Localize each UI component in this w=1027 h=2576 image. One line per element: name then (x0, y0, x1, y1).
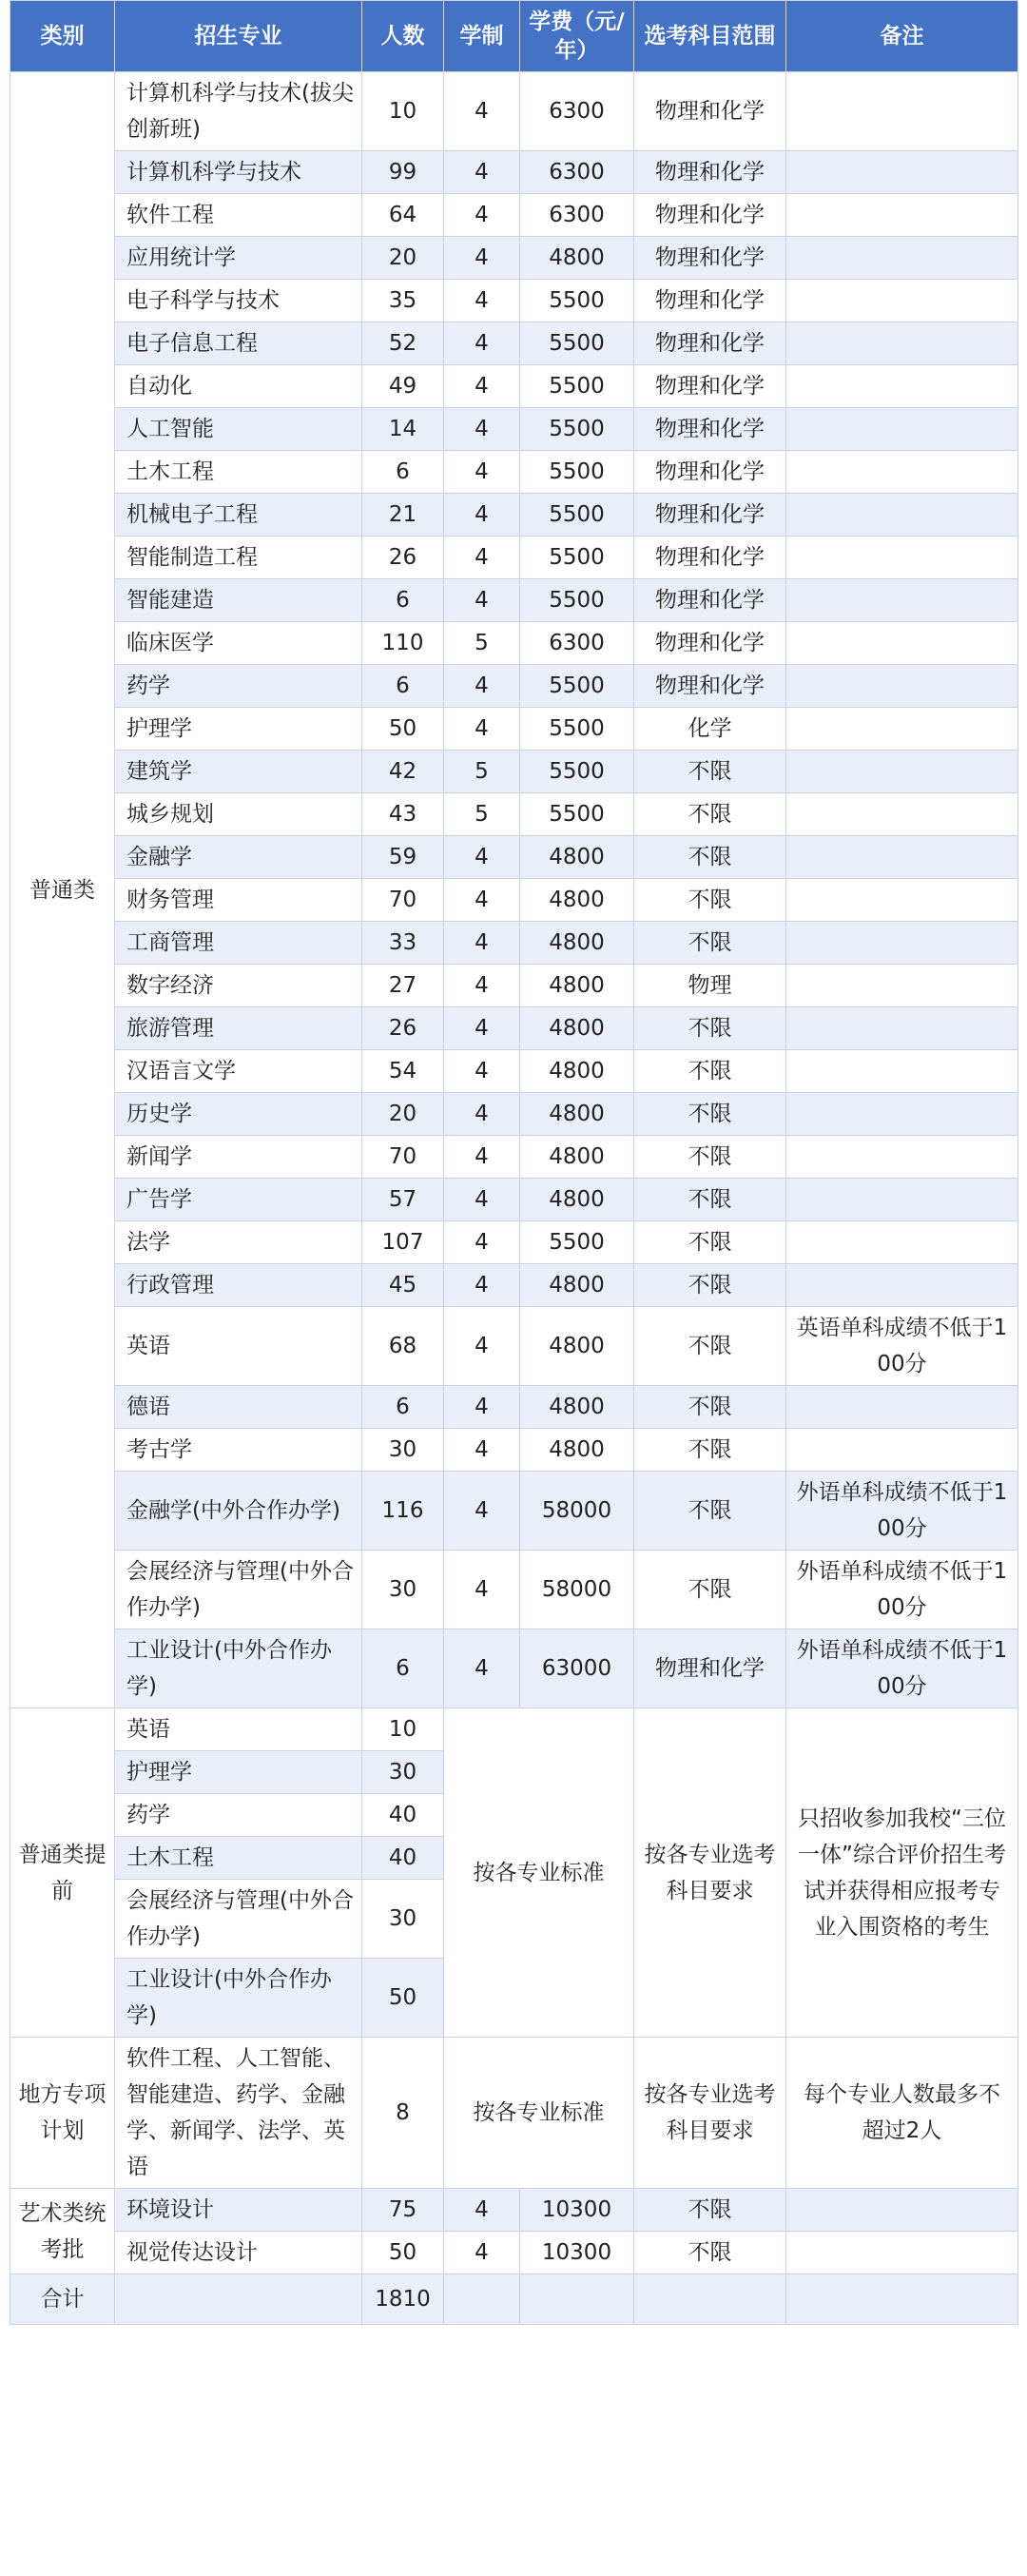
major-cell: 德语 (115, 1386, 362, 1429)
header-subjects: 选考科目范围 (634, 1, 786, 72)
tuition-cell: 5500 (520, 494, 634, 537)
major-cell: 金融学(中外合作办学) (115, 1472, 362, 1551)
remarks-cell (786, 665, 1018, 708)
subjects-cell: 物理和化学 (634, 280, 786, 322)
count-cell: 70 (362, 879, 444, 922)
tuition-cell: 5500 (520, 665, 634, 708)
count-cell: 40 (362, 1794, 444, 1837)
duration-cell: 5 (444, 793, 520, 836)
count-cell: 14 (362, 408, 444, 451)
fee-cell: 按各专业标准 (444, 2038, 634, 2189)
table-row (10, 1221, 1018, 1264)
duration-cell: 4 (444, 1007, 520, 1050)
count-cell: 64 (362, 194, 444, 237)
subjects-cell: 物理和化学 (634, 194, 786, 237)
major-cell: 土木工程 (115, 1837, 362, 1880)
major-cell: 历史学 (115, 1093, 362, 1136)
major-cell: 护理学 (115, 1751, 362, 1794)
subjects-cell: 物理和化学 (634, 151, 786, 194)
major-cell: 药学 (115, 1794, 362, 1837)
subjects-cell: 不限 (634, 2189, 786, 2232)
table-row (10, 922, 1018, 965)
subjects-cell: 物理和化学 (634, 665, 786, 708)
remarks-cell: 每个专业人数最多不超过2人 (786, 2038, 1018, 2189)
count-cell: 30 (362, 1551, 444, 1630)
table-row (10, 665, 1018, 708)
count-cell: 43 (362, 793, 444, 836)
duration-cell: 4 (444, 1630, 520, 1708)
table-row (10, 1093, 1018, 1136)
remarks-cell (786, 1093, 1018, 1136)
duration-cell: 4 (444, 922, 520, 965)
count-cell: 8 (362, 2038, 444, 2189)
tuition-cell: 10300 (520, 2189, 634, 2232)
header-remarks: 备注 (786, 1, 1018, 72)
major-cell: 城乡规划 (115, 793, 362, 836)
header-duration: 学制 (444, 1, 520, 72)
major-cell: 工业设计(中外合作办学) (115, 1959, 362, 2038)
remarks-cell (786, 451, 1018, 494)
fee-cell: 按各专业标准 (444, 1708, 634, 2038)
table-row (10, 1551, 1018, 1630)
major-cell: 新闻学 (115, 1136, 362, 1179)
major-cell: 环境设计 (115, 2189, 362, 2232)
total-empty-cell (444, 2274, 520, 2325)
tuition-cell: 6300 (520, 622, 634, 665)
count-cell: 59 (362, 836, 444, 879)
table-row (10, 1264, 1018, 1307)
tuition-cell: 5500 (520, 708, 634, 751)
major-cell: 广告学 (115, 1179, 362, 1221)
remarks-cell (786, 365, 1018, 408)
tuition-cell: 4800 (520, 879, 634, 922)
duration-cell: 4 (444, 537, 520, 579)
header-category: 类别 (10, 1, 115, 72)
table-row (10, 1136, 1018, 1179)
category-cell: 艺术类统考批 (10, 2189, 115, 2274)
duration-cell: 4 (444, 451, 520, 494)
count-cell: 6 (362, 579, 444, 622)
major-cell: 计算机科学与技术(拔尖创新班) (115, 72, 362, 151)
table-row (10, 1007, 1018, 1050)
remarks-cell (786, 494, 1018, 537)
count-cell: 6 (362, 665, 444, 708)
count-cell: 20 (362, 1093, 444, 1136)
tuition-cell: 5500 (520, 537, 634, 579)
subjects-cell: 不限 (634, 1307, 786, 1386)
major-cell: 智能制造工程 (115, 537, 362, 579)
major-cell: 英语 (115, 1307, 362, 1386)
duration-cell: 4 (444, 1179, 520, 1221)
table-row (10, 280, 1018, 322)
remarks-cell: 英语单科成绩不低于100分 (786, 1307, 1018, 1386)
remarks-cell (786, 2232, 1018, 2274)
subjects-cell: 不限 (634, 1551, 786, 1630)
table-row (10, 237, 1018, 280)
tuition-cell: 58000 (520, 1472, 634, 1551)
subjects-cell: 物理和化学 (634, 1630, 786, 1708)
major-cell: 会展经济与管理(中外合作办学) (115, 1880, 362, 1959)
count-cell: 49 (362, 365, 444, 408)
remarks-cell (786, 1429, 1018, 1472)
tuition-cell: 58000 (520, 1551, 634, 1630)
duration-cell: 4 (444, 1050, 520, 1093)
tuition-cell: 4800 (520, 1136, 634, 1179)
major-cell: 视觉传达设计 (115, 2232, 362, 2274)
major-cell: 自动化 (115, 365, 362, 408)
subjects-cell: 物理 (634, 965, 786, 1007)
major-cell: 行政管理 (115, 1264, 362, 1307)
tuition-cell: 4800 (520, 965, 634, 1007)
table-row (10, 1429, 1018, 1472)
tuition-cell: 6300 (520, 151, 634, 194)
duration-cell: 4 (444, 965, 520, 1007)
tuition-cell: 5500 (520, 793, 634, 836)
major-cell: 临床医学 (115, 622, 362, 665)
major-cell: 英语 (115, 1708, 362, 1751)
remarks-cell (786, 836, 1018, 879)
count-cell: 57 (362, 1179, 444, 1221)
duration-cell: 4 (444, 1307, 520, 1386)
remarks-cell (786, 1221, 1018, 1264)
subjects-cell: 不限 (634, 1429, 786, 1472)
tuition-cell: 4800 (520, 836, 634, 879)
major-cell: 会展经济与管理(中外合作办学) (115, 1551, 362, 1630)
remarks-cell (786, 922, 1018, 965)
subjects-cell: 不限 (634, 1472, 786, 1551)
subjects-cell: 化学 (634, 708, 786, 751)
duration-cell: 4 (444, 194, 520, 237)
subjects-cell: 不限 (634, 1007, 786, 1050)
remarks-cell (786, 1007, 1018, 1050)
category-cell: 普通类 (10, 72, 115, 1708)
tuition-cell: 5500 (520, 751, 634, 793)
tuition-cell: 4800 (520, 1429, 634, 1472)
subjects-cell: 物理和化学 (634, 408, 786, 451)
remarks-cell (786, 194, 1018, 237)
count-cell: 30 (362, 1880, 444, 1959)
count-cell: 26 (362, 537, 444, 579)
remarks-cell: 外语单科成绩不低于100分 (786, 1472, 1018, 1551)
major-cell: 法学 (115, 1221, 362, 1264)
subjects-cell: 不限 (634, 1136, 786, 1179)
total-empty-cell (520, 2274, 634, 2325)
table-row (10, 72, 1018, 151)
count-cell: 68 (362, 1307, 444, 1386)
subjects-cell: 不限 (634, 751, 786, 793)
table-row (10, 2232, 1018, 2274)
remarks-cell (786, 879, 1018, 922)
remarks-cell (786, 751, 1018, 793)
count-cell: 35 (362, 280, 444, 322)
duration-cell: 4 (444, 494, 520, 537)
total-label: 合计 (10, 2274, 115, 2325)
duration-cell: 5 (444, 622, 520, 665)
table-row (10, 537, 1018, 579)
total-row (10, 2274, 1018, 2325)
duration-cell: 4 (444, 280, 520, 322)
subjects-cell: 物理和化学 (634, 237, 786, 280)
count-cell: 26 (362, 1007, 444, 1050)
duration-cell: 4 (444, 2232, 520, 2274)
subjects-cell: 不限 (634, 1093, 786, 1136)
count-cell: 50 (362, 1959, 444, 2038)
table-row (10, 2038, 1018, 2189)
count-cell: 110 (362, 622, 444, 665)
table-row (10, 151, 1018, 194)
header-tuition: 学费（元/年） (520, 1, 634, 72)
duration-cell: 4 (444, 322, 520, 365)
remarks-cell (786, 1136, 1018, 1179)
tuition-cell: 5500 (520, 322, 634, 365)
major-cell: 电子信息工程 (115, 322, 362, 365)
remarks-cell (786, 1050, 1018, 1093)
duration-cell: 4 (444, 151, 520, 194)
major-cell: 电子科学与技术 (115, 280, 362, 322)
table-row (10, 494, 1018, 537)
total-major-empty (115, 2274, 362, 2325)
tuition-cell: 5500 (520, 451, 634, 494)
duration-cell: 4 (444, 1221, 520, 1264)
tuition-cell: 5500 (520, 579, 634, 622)
count-cell: 45 (362, 1264, 444, 1307)
remarks-cell: 外语单科成绩不低于100分 (786, 1630, 1018, 1708)
table-row (10, 1472, 1018, 1551)
major-cell: 工业设计(中外合作办学) (115, 1630, 362, 1708)
table-row (10, 322, 1018, 365)
tuition-cell: 10300 (520, 2232, 634, 2274)
major-cell: 建筑学 (115, 751, 362, 793)
duration-cell: 5 (444, 751, 520, 793)
count-cell: 42 (362, 751, 444, 793)
remarks-cell: 外语单科成绩不低于100分 (786, 1551, 1018, 1630)
tuition-cell: 4800 (520, 1307, 634, 1386)
duration-cell: 4 (444, 1093, 520, 1136)
subjects-cell: 不限 (634, 793, 786, 836)
table-row (10, 879, 1018, 922)
remarks-cell (786, 965, 1018, 1007)
table-row (10, 622, 1018, 665)
major-cell: 人工智能 (115, 408, 362, 451)
table-row (10, 836, 1018, 879)
tuition-cell: 5500 (520, 1221, 634, 1264)
count-cell: 50 (362, 2232, 444, 2274)
table-row (10, 751, 1018, 793)
remarks-cell (786, 237, 1018, 280)
remarks-cell (786, 151, 1018, 194)
table-row (10, 1307, 1018, 1386)
category-cell: 地方专项计划 (10, 2038, 115, 2189)
remarks-cell (786, 280, 1018, 322)
subjects-cell: 物理和化学 (634, 322, 786, 365)
subjects-cell: 物理和化学 (634, 494, 786, 537)
major-cell: 智能建造 (115, 579, 362, 622)
count-cell: 10 (362, 1708, 444, 1751)
table-row (10, 194, 1018, 237)
tuition-cell: 5500 (520, 365, 634, 408)
tuition-cell: 4800 (520, 1093, 634, 1136)
remarks-cell (786, 1264, 1018, 1307)
count-cell: 116 (362, 1472, 444, 1551)
duration-cell: 4 (444, 408, 520, 451)
remarks-cell (786, 579, 1018, 622)
duration-cell: 4 (444, 879, 520, 922)
table-row (10, 793, 1018, 836)
remarks-cell (786, 793, 1018, 836)
major-cell: 机械电子工程 (115, 494, 362, 537)
count-cell: 6 (362, 451, 444, 494)
major-cell: 土木工程 (115, 451, 362, 494)
subjects-cell: 不限 (634, 1264, 786, 1307)
remarks-cell (786, 322, 1018, 365)
duration-cell: 4 (444, 708, 520, 751)
major-cell: 旅游管理 (115, 1007, 362, 1050)
remarks-cell (786, 72, 1018, 151)
duration-cell: 4 (444, 1386, 520, 1429)
table-row (10, 451, 1018, 494)
subjects-cell: 不限 (634, 1050, 786, 1093)
remarks-cell (786, 622, 1018, 665)
major-cell: 药学 (115, 665, 362, 708)
subjects-cell: 按各专业选考科目要求 (634, 1708, 786, 2038)
tuition-cell: 4800 (520, 1179, 634, 1221)
tuition-cell: 4800 (520, 922, 634, 965)
duration-cell: 4 (444, 72, 520, 151)
table-row (10, 708, 1018, 751)
duration-cell: 4 (444, 665, 520, 708)
tuition-cell: 6300 (520, 72, 634, 151)
count-cell: 21 (362, 494, 444, 537)
duration-cell: 4 (444, 836, 520, 879)
major-cell: 计算机科学与技术 (115, 151, 362, 194)
table-row (10, 579, 1018, 622)
remarks-cell (786, 408, 1018, 451)
count-cell: 99 (362, 151, 444, 194)
count-cell: 52 (362, 322, 444, 365)
remarks-cell (786, 2189, 1018, 2232)
count-cell: 40 (362, 1837, 444, 1880)
total-empty-cell (634, 2274, 786, 2325)
subjects-cell: 不限 (634, 922, 786, 965)
count-cell: 54 (362, 1050, 444, 1093)
tuition-cell: 4800 (520, 1050, 634, 1093)
tuition-cell: 5500 (520, 408, 634, 451)
subjects-cell: 物理和化学 (634, 72, 786, 151)
total-count: 1810 (362, 2274, 444, 2325)
duration-cell: 4 (444, 1551, 520, 1630)
subjects-cell: 不限 (634, 1386, 786, 1429)
subjects-cell: 按各专业选考科目要求 (634, 2038, 786, 2189)
table-row (10, 365, 1018, 408)
major-cell: 软件工程、人工智能、智能建造、药学、金融学、新闻学、法学、英语 (115, 2038, 362, 2189)
enrollment-plan-table (10, 0, 1018, 2325)
count-cell: 10 (362, 72, 444, 151)
tuition-cell: 6300 (520, 194, 634, 237)
duration-cell: 4 (444, 2189, 520, 2232)
subjects-cell: 物理和化学 (634, 537, 786, 579)
remarks-cell: 只招收参加我校“三位一体”综合评价招生考试并获得相应报考专业入围资格的考生 (786, 1708, 1018, 2038)
subjects-cell: 物理和化学 (634, 451, 786, 494)
count-cell: 20 (362, 237, 444, 280)
table-row (10, 1179, 1018, 1221)
duration-cell: 4 (444, 237, 520, 280)
subjects-cell: 物理和化学 (634, 365, 786, 408)
major-cell: 数字经济 (115, 965, 362, 1007)
table-row (10, 1630, 1018, 1708)
duration-cell: 4 (444, 1136, 520, 1179)
subjects-cell: 物理和化学 (634, 622, 786, 665)
table-row (10, 1050, 1018, 1093)
tuition-cell: 63000 (520, 1630, 634, 1708)
major-cell: 汉语言文学 (115, 1050, 362, 1093)
duration-cell: 4 (444, 1264, 520, 1307)
duration-cell: 4 (444, 1472, 520, 1551)
header-row (10, 1, 1018, 72)
duration-cell: 4 (444, 579, 520, 622)
tuition-cell: 4800 (520, 237, 634, 280)
subjects-cell: 不限 (634, 1221, 786, 1264)
table-row (10, 965, 1018, 1007)
count-cell: 30 (362, 1751, 444, 1794)
count-cell: 30 (362, 1429, 444, 1472)
major-cell: 工商管理 (115, 922, 362, 965)
major-cell: 护理学 (115, 708, 362, 751)
tuition-cell: 4800 (520, 1264, 634, 1307)
remarks-cell (786, 1386, 1018, 1429)
count-cell: 75 (362, 2189, 444, 2232)
major-cell: 考古学 (115, 1429, 362, 1472)
count-cell: 107 (362, 1221, 444, 1264)
subjects-cell: 不限 (634, 2232, 786, 2274)
duration-cell: 4 (444, 1429, 520, 1472)
duration-cell: 4 (444, 365, 520, 408)
total-empty-cell (786, 2274, 1018, 2325)
tuition-cell: 5500 (520, 280, 634, 322)
category-cell: 普通类提前 (10, 1708, 115, 2038)
count-cell: 6 (362, 1386, 444, 1429)
major-cell: 财务管理 (115, 879, 362, 922)
remarks-cell (786, 1179, 1018, 1221)
subjects-cell: 物理和化学 (634, 579, 786, 622)
header-major: 招生专业 (115, 1, 362, 72)
subjects-cell: 不限 (634, 1179, 786, 1221)
tuition-cell: 4800 (520, 1007, 634, 1050)
table-row (10, 408, 1018, 451)
major-cell: 软件工程 (115, 194, 362, 237)
count-cell: 27 (362, 965, 444, 1007)
remarks-cell (786, 708, 1018, 751)
tuition-cell: 4800 (520, 1386, 634, 1429)
table-row (10, 1386, 1018, 1429)
major-cell: 金融学 (115, 836, 362, 879)
count-cell: 6 (362, 1630, 444, 1708)
header-count: 人数 (362, 1, 444, 72)
count-cell: 70 (362, 1136, 444, 1179)
count-cell: 50 (362, 708, 444, 751)
subjects-cell: 不限 (634, 879, 786, 922)
table-row (10, 1708, 1018, 1751)
remarks-cell (786, 537, 1018, 579)
major-cell: 应用统计学 (115, 237, 362, 280)
subjects-cell: 不限 (634, 836, 786, 879)
table-row (10, 2189, 1018, 2232)
count-cell: 33 (362, 922, 444, 965)
